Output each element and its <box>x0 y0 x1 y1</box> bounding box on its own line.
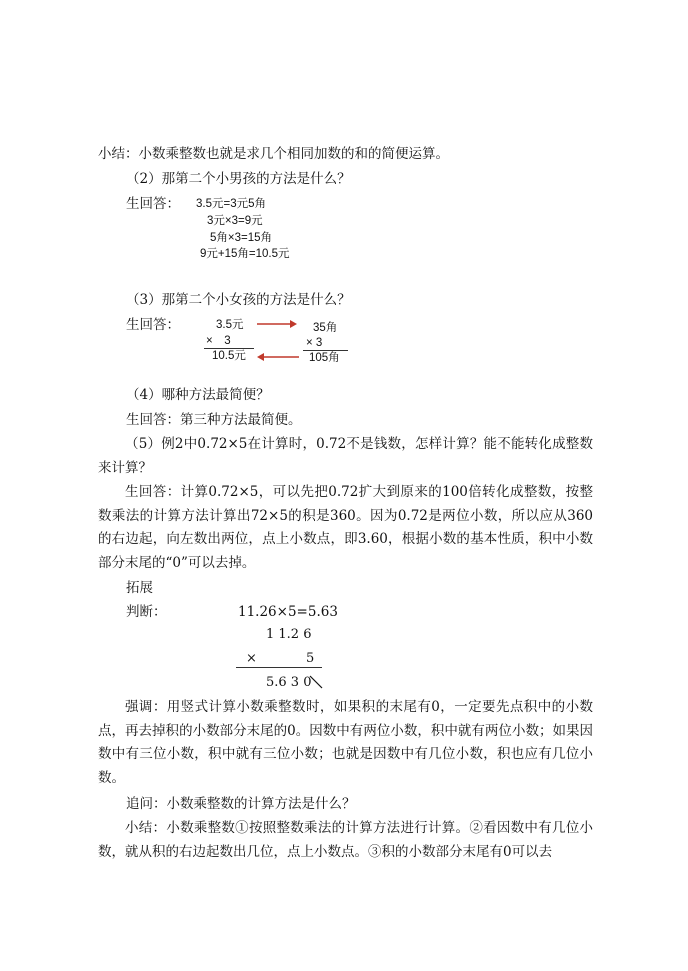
judge-label: 判断： <box>126 604 167 620</box>
expand-heading: 拓展 <box>126 580 153 596</box>
strike-mark-icon <box>308 674 324 690</box>
girl-left-mult: × 3 <box>206 335 231 347</box>
boy-method-step: 5角×3=15角 <box>210 232 273 244</box>
calc-rule <box>236 667 322 668</box>
judge-expression: 11.26×5=5.63 <box>238 604 338 620</box>
boy-method-step: 3元×3=9元 <box>207 215 263 227</box>
calc-multiplier: 5 <box>306 651 315 666</box>
girl-right-top: 35角 <box>313 322 338 334</box>
girl-right-mult: × 3 <box>306 337 323 349</box>
calc-row-1: 1 1.2 6 <box>266 627 312 642</box>
boy-method-step: 9元+15角=10.5元 <box>200 248 290 260</box>
emphasis-paragraph: 强调：用竖式计算小数乘整数时，如果积的末尾有0，一定要先点积中的小数点，再去掉积的小数部分末尾的0。因数中有两位小数，积中就有两位小数；如果因数中有三位小数，积中就有三位小数；也就是因数中有几位小数，积也应有几位小数。 <box>98 699 593 786</box>
calc-operator: × <box>246 651 257 666</box>
girl-left-result: 10.5元 <box>212 350 246 362</box>
boy-method-step: 3.5元=3元5角 <box>196 198 266 210</box>
left-arrow-icon <box>256 351 300 363</box>
question-2: （2）那第二个小男孩的方法是什么？ <box>126 171 351 187</box>
question-5: （5）例2中0.72×5在计算时，0.72不是钱数，怎样计算？能不能转化成整数来计算？ <box>98 436 593 476</box>
question-4: （4）哪种方法最简便？ <box>126 387 270 403</box>
question-3: （3）那第二个小女孩的方法是什么？ <box>126 292 351 308</box>
summary-2: 小结：小数乘整数①按照整数乘法的计算方法进行计算。②看因数中有几位小数，就从积的右边起数出几位，点上小数点。③积的小数部分末尾有0可以去 <box>98 820 593 860</box>
answer-4: 生回答：第三种方法最简便。 <box>126 412 302 428</box>
answer-5: 生回答：计算0.72×5，可以先把0.72扩大到原来的100倍转化成整数，按整数乘法的计算方法计算出72×5的积是360。因为0.72是两位小数，所以应从360的右边起，向左数出两位，点上小数点，即3.60，根据小数的基本性质，积中小数部分末尾的“0”可以去掉。 <box>98 484 593 571</box>
girl-left-top: 3.5元 <box>216 319 244 331</box>
answer-label: 生回答： <box>126 196 180 212</box>
girl-right-result: 105角 <box>309 352 340 364</box>
answer-label: 生回答： <box>126 317 180 333</box>
calc-result: 5.6 3 0 <box>266 675 312 690</box>
right-arrow-icon <box>256 318 298 330</box>
follow-up-question: 追问：小数乘整数的计算方法是什么？ <box>126 796 356 812</box>
summary-line: 小结：小数乘整数也就是求几个相同加数的和的简便运算。 <box>98 146 449 162</box>
